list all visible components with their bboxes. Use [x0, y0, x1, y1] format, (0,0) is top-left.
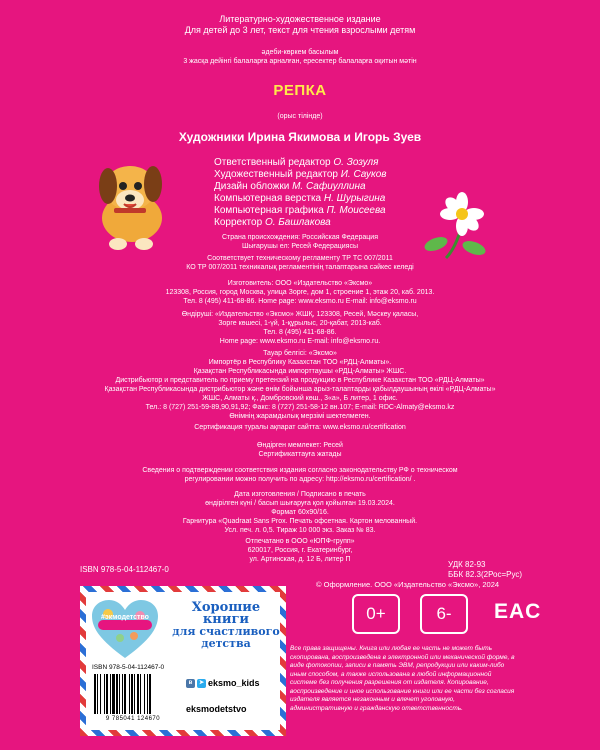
- genre-line: Литературно-художественное издание: [219, 14, 381, 24]
- telegram-icon: ➤: [198, 680, 205, 687]
- importer-line: Тел.: 8 (727) 251-59-89,90,91,92; Факс: 8 (727) 251-58-12 вн.107; E-mail: RDC-Almaty@eksmo.kz: [145, 404, 455, 411]
- print-info-line: Гарнитура «Quadraat Sans Prox. Печать офсетная. Картон мелованный.: [182, 518, 418, 525]
- maker-line: 123308, Россия, город Москва, улица Зорге, дом 1, строение 1, этаж 20, каб. 2013.: [165, 289, 435, 296]
- classification-block: [448, 560, 522, 580]
- isbn-label: ISBN 978-5-04-112467-0: [80, 565, 169, 574]
- promo-card: [80, 586, 286, 736]
- slogan-line: детства: [201, 637, 251, 650]
- artists-line: Художники Ирина Якимова и Игорь Зуев: [178, 130, 422, 144]
- origin-line-kz: Шығарушы ел: Ресей Федерациясы: [241, 243, 358, 250]
- importer-line: Қазақстан Республикасында дистрибьютор және өнім бойынша арыз-талаптарды қабылдаушының өкілі «РДЦ-Алматы»: [104, 386, 496, 393]
- barcode-number: 9 785041 124670: [105, 716, 161, 722]
- credit-layout: Компьютерная верстка Н. Шурыгина: [214, 193, 386, 204]
- credit-art-editor: Художественный редактор И. Сауков: [214, 169, 387, 180]
- print-info-line: Дата изготовления / Подписано в печать: [234, 491, 366, 498]
- udk-code: УДК 82-93: [448, 560, 486, 569]
- compliance-line-kz: КО ТР 007/2011 техникалық регламентінің талаптарына сәйкес келеді: [186, 264, 414, 271]
- bbk-code: ББК 82.3(2Рос=Рус): [448, 570, 523, 579]
- importer-line: ЖШС, Алматы қ., Домбровский көш., 3«а», Б литер, 1 офис.: [202, 395, 398, 402]
- maker-kz-line: Home page: www.eksmo.ru E-mail: info@eksmo.ru.: [219, 338, 381, 345]
- country-line: Өндірген мемлекет: Ресей: [257, 442, 343, 449]
- manufacturer-block-kz: [70, 310, 530, 346]
- maker-line: Тел. 8 (495) 411-68-86. Home page: www.eksmo.ru E-mail: info@eksmo.ru: [183, 298, 417, 305]
- age-line-kz: 3 жасқа дейінгі балаларға арналған, ересектер балаларға оқитын мәтін: [183, 58, 417, 65]
- flower-illustration: [424, 192, 502, 262]
- credits-list: [214, 157, 387, 229]
- print-info-block: [70, 490, 530, 535]
- importer-line: Өнімнің жарамдылық мерзімі шектелмеген.: [229, 413, 371, 420]
- eac-mark: EAC: [494, 600, 542, 623]
- cert-required-line: Сертификаттауға жатады: [258, 451, 342, 458]
- importer-line: Тауар белгісі: «Эксмо»: [263, 350, 337, 357]
- print-info-line: Формат 60x90/16.: [271, 509, 329, 516]
- card-isbn: ISBN 978-5-04-112467-0: [92, 664, 165, 671]
- hashtag-label: #экмодетство: [101, 614, 149, 621]
- legal-notice: Все права защищены. Книга или любая ее часть не может быть скопирована, воспроизведена в электронной или механической форме, в виде фотокопии, записи в память ЭВМ, репродукции или каким-либо иным способом, а также использована в любой информационной системе без получения разрешения от издателя. Копирование, воспроизведение и иное использование книги или ее части без согласия издателя является незаконным и влечет уголовную, административную и гражданскую ответственность.: [290, 645, 515, 712]
- origin-block: [70, 233, 530, 251]
- importer-line: Импортёр в Республику Казахстан ТОО «РДЦ-Алматы».: [208, 359, 392, 366]
- print-info-line: Усл. печ. л. 0,5. Тираж 10 000 экз. Заказ № 83.: [224, 527, 376, 534]
- age-rating-badge: 0+: [352, 594, 400, 634]
- printer-line: ул. Артинская, д. 12 Б, литер П: [249, 556, 351, 563]
- origin-line: Страна происхождения: Российская Федерация: [221, 234, 379, 241]
- maker-kz-line: Зорге көшесі, 1-үй, 1-құрылыс, 20-қабат, 2013-каб.: [218, 320, 382, 327]
- slogan-line: для счастливого: [172, 625, 280, 638]
- age-limit-badge: 6-: [420, 594, 468, 634]
- certification-info: Сертификация туралы ақпарат сайтта: www.eksmo.ru/certification: [194, 424, 406, 431]
- barcode: [92, 672, 174, 716]
- genre-header: [0, 14, 600, 36]
- importer-block: [70, 349, 530, 421]
- conformity-block: [70, 466, 530, 484]
- compliance-block: [70, 254, 530, 272]
- site-name: eksmodetstvo: [186, 704, 247, 714]
- manufacturer-block: [70, 279, 530, 306]
- compliance-line: Соответствует техническому регламенту ТР ТС 007/2011: [207, 255, 393, 262]
- age-line: Для детей до 3 лет, текст для чтения взрослыми детям: [184, 25, 416, 35]
- printer-line: 620017, Россия, г. Екатеринбург,: [247, 547, 353, 554]
- maker-kz-line: Тел. 8 (495) 411-68-86.: [263, 329, 337, 336]
- credit-graphics: Компьютерная графика П. Моисеева: [214, 205, 386, 216]
- copyright-line: © Оформление. ООО «Издательство «Эксмо», 2024: [316, 580, 500, 589]
- maker-line: Изготовитель: ООО «Издательство «Эксмо»: [227, 280, 373, 287]
- book-title: РЕПКА: [273, 82, 327, 99]
- heart-icon: [90, 598, 160, 660]
- credit-editor: Ответственный редактор О. Зозуля: [214, 157, 379, 168]
- genre-header-kz: [0, 48, 600, 66]
- credit-proofreader: Корректор О. Башлакова: [214, 217, 331, 228]
- importer-line: Дистрибьютор и представитель по приему претензий на продукцию в Республике Казахстан ТОО «РДЦ-Алматы»: [115, 377, 485, 384]
- credit-cover-design: Дизайн обложки М. Сафиуллина: [214, 181, 366, 192]
- slogan-line: Хорошие: [191, 600, 261, 615]
- country-block: [70, 441, 530, 459]
- language-note: (орыс тілінде): [277, 113, 323, 120]
- importer-line: Қазақстан Республикасында импорттаушы «РДЦ-Алматы» ЖШС.: [193, 368, 407, 375]
- maker-kz-line: Өндіруші: «Издательство «Эксмо» ЖШҚ, 123308, Ресей, Мәскеу қаласы,: [181, 311, 419, 318]
- vk-icon: в: [186, 679, 195, 688]
- social-handle: [186, 678, 260, 688]
- printer-line: Отпечатано в ООО «ЮПФ-групп»: [245, 538, 355, 545]
- slogan: [170, 602, 282, 650]
- genre-line-kz: әдеби-көркем басылым: [261, 49, 339, 56]
- social-name: eksmo_kids: [208, 678, 260, 688]
- slogan-line: книги: [202, 612, 250, 627]
- print-info-line: өндірілген күні / басып шығаруға қол қойылған 19.03.2024.: [205, 500, 395, 507]
- conformity-line: регулировании можно получить по адресу: http://eksmo.ru/certification/ .: [184, 476, 416, 483]
- conformity-line: Сведения о подтверждении соответствия издания согласно законодательству РФ о техническом: [142, 467, 458, 474]
